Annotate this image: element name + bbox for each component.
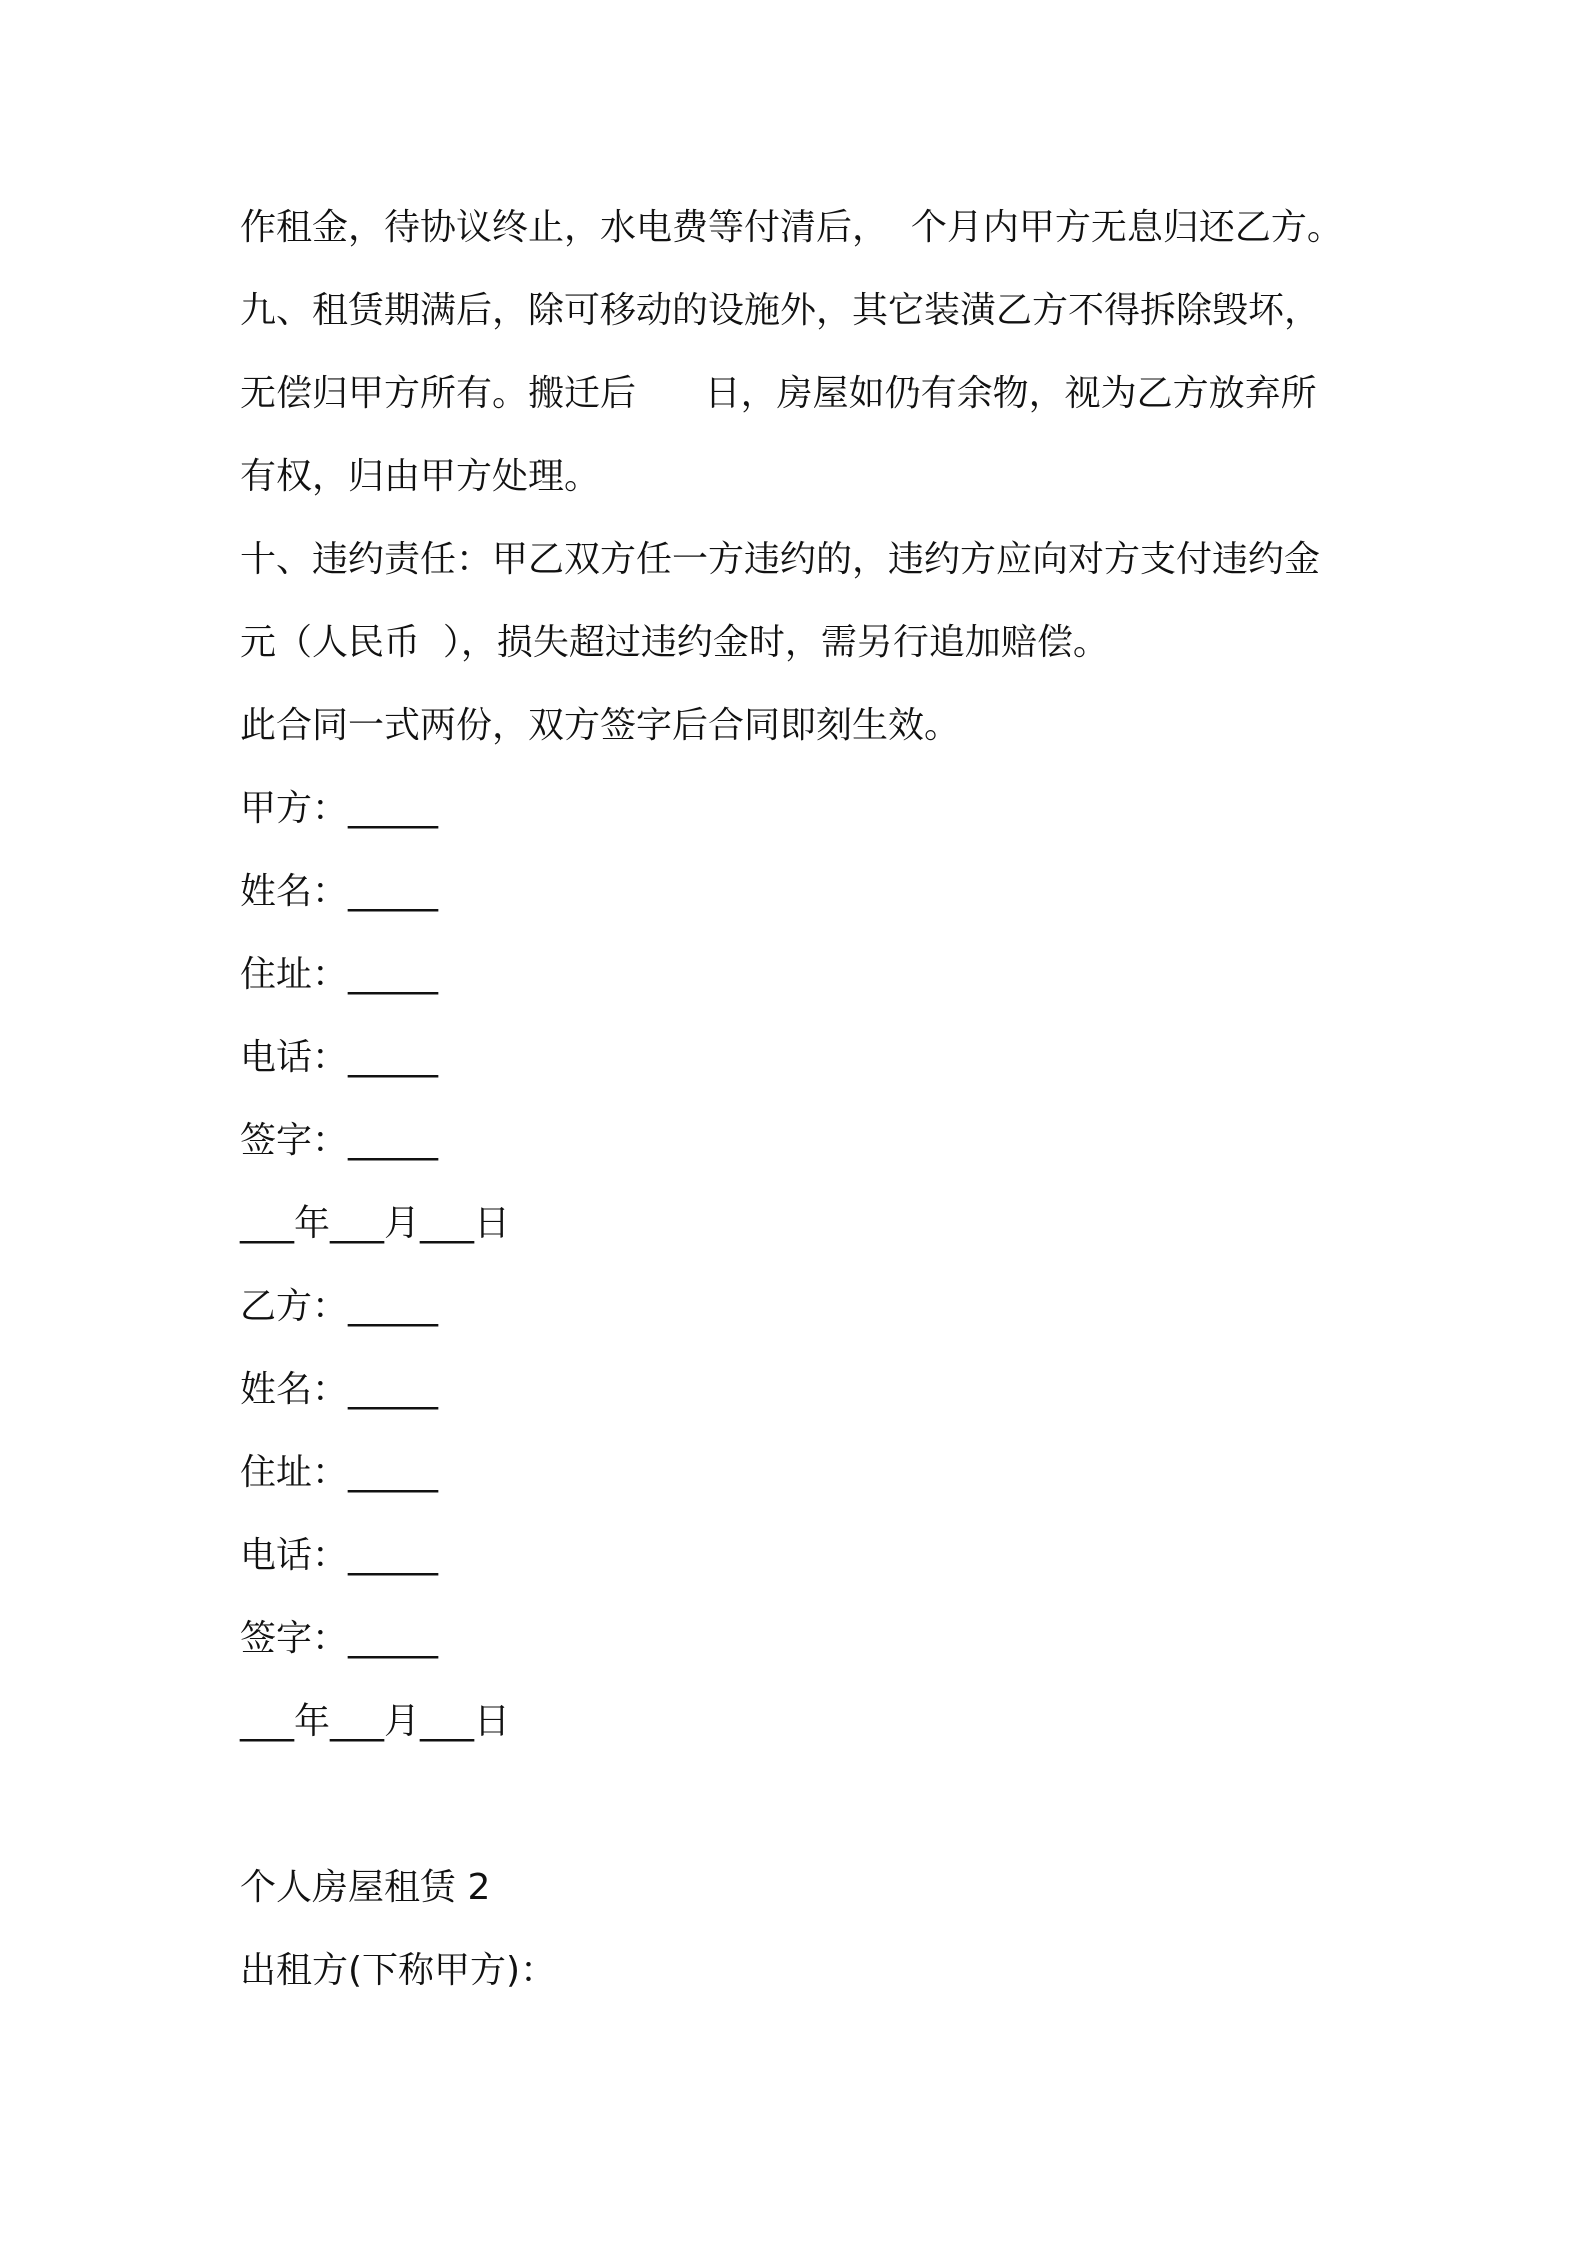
party-b-phone: 电话：_____ [240,1535,439,1576]
party-a-phone: 电话：_____ [240,1037,439,1078]
clause-nine-line-2: 无偿归甲方所有。搬迁后 日，房屋如仍有余物，视为乙方放弃所 [240,373,1317,414]
clause-ten-line-2: 元（人民币 ），损失超过违约金时，需另行追加赔偿。 [240,622,1109,663]
lessor-label: 出租方(下称甲方)： [240,1950,557,1991]
party-a-label: 甲方：_____ [240,788,439,829]
clause-nine-line-3: 有权，归由甲方处理。 [240,456,601,497]
section-title-lease-2: 个人房屋租赁 2 [240,1867,491,1908]
party-b-signature: 签字：_____ [240,1618,439,1659]
paragraph-line-deposit-refund: 作租金，待协议终止，水电费等付清后， 个月内甲方无息归还乙方。 [240,207,1343,248]
party-b-address: 住址：_____ [240,1452,439,1493]
party-b-name: 姓名：_____ [240,1369,439,1410]
party-b-label: 乙方：_____ [240,1286,439,1327]
party-a-name: 姓名：_____ [240,871,439,912]
party-a-date: ___年___月___日 [240,1203,511,1244]
party-a-address: 住址：_____ [240,954,439,995]
clause-nine-line-1: 九、租赁期满后，除可移动的设施外，其它装潢乙方不得拆除毁坏， [240,290,1321,331]
party-a-signature: 签字：_____ [240,1120,439,1161]
party-b-date: ___年___月___日 [240,1701,511,1742]
contract-effective-statement: 此合同一式两份，双方签字后合同即刻生效。 [240,705,961,746]
clause-ten-line-1: 十、违约责任：甲乙双方任一方违约的，违约方应向对方支付违约金 [240,539,1321,580]
